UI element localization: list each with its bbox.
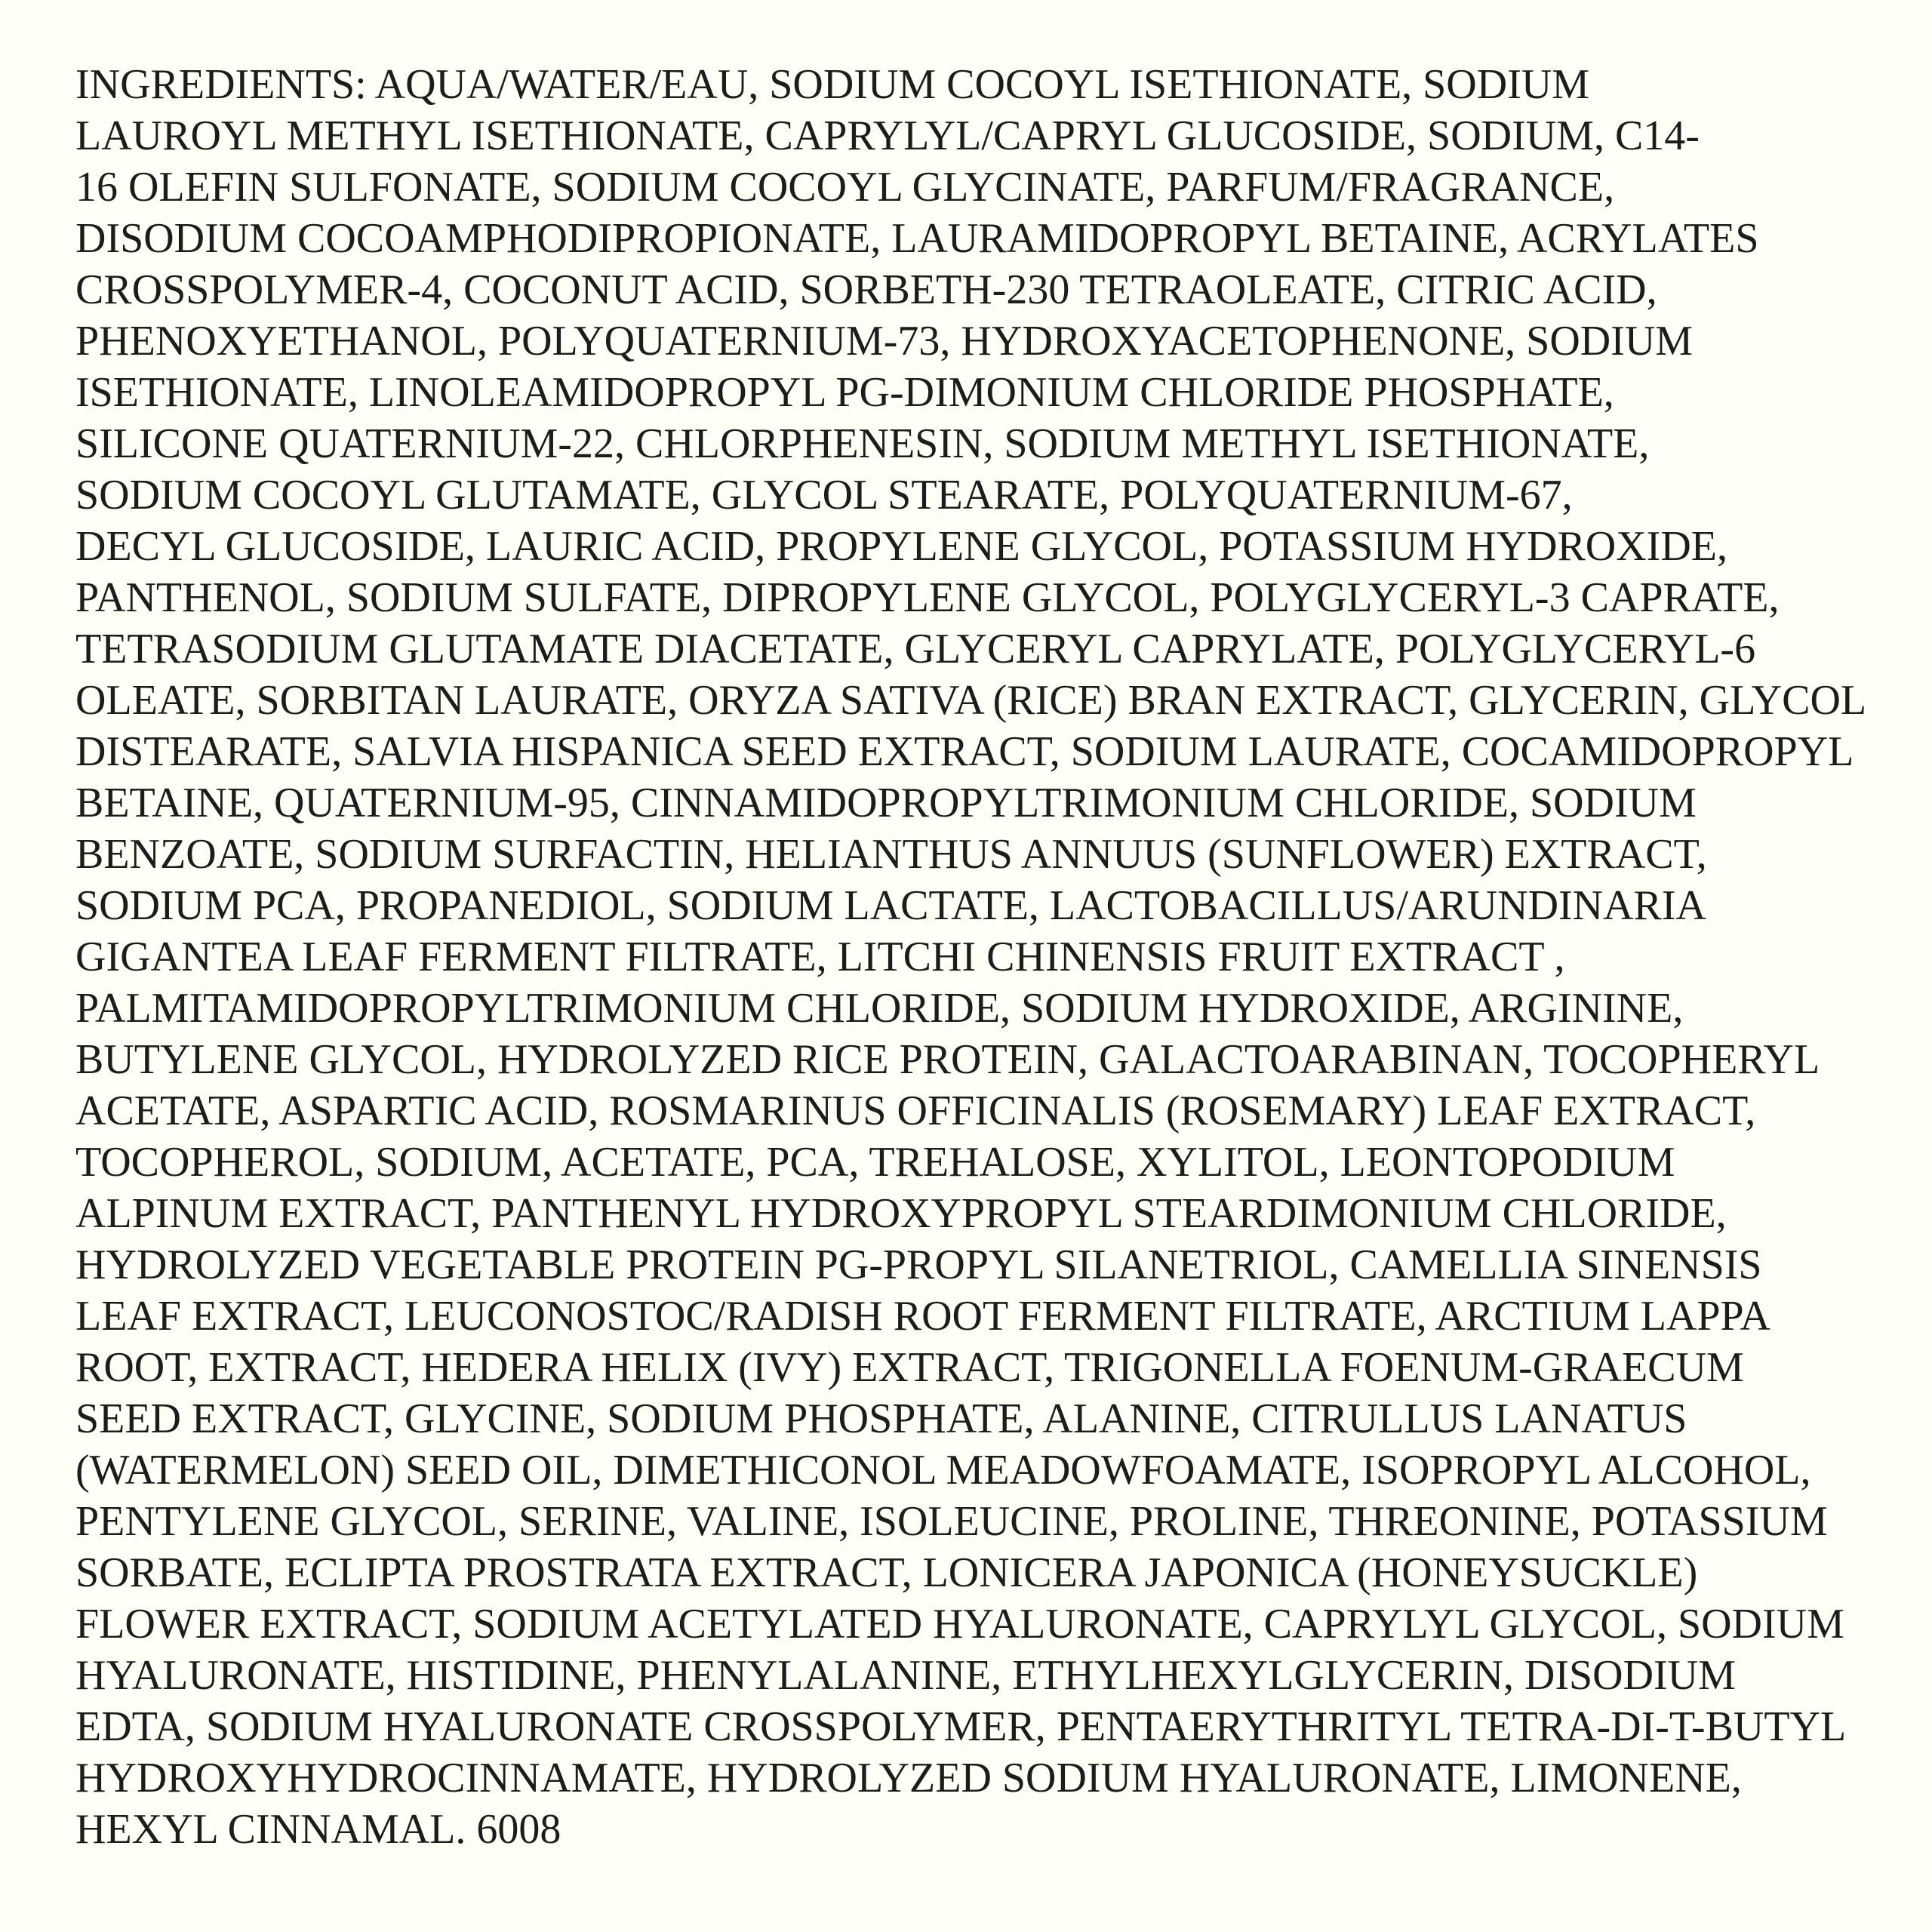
ingredients-line: PALMITAMIDOPROPYLTRIMONIUM CHLORIDE, SODIUM HYDROXIDE, ARGININE, <box>75 985 1684 1032</box>
ingredients-line: LAUROYL METHYL ISETHIONATE, CAPRYLYL/CAPRYL GLUCOSIDE, SODIUM, C14- <box>75 112 1700 159</box>
ingredients-line: (WATERMELON) SEED OIL, DIMETHICONOL MEADOWFOAMATE, ISOPROPYL ALCOHOL, <box>75 1447 1811 1494</box>
ingredients-line: ISETHIONATE, LINOLEAMIDOPROPYL PG-DIMONIUM CHLORIDE PHOSPHATE, <box>75 369 1614 416</box>
ingredients-line: DISTEARATE, SALVIA HISPANICA SEED EXTRACT, SODIUM LAURATE, COCAMIDOPROPYL <box>75 728 1854 775</box>
ingredients-line: ALPINUM EXTRACT, PANTHENYL HYDROXYPROPYL STEARDIMONIUM CHLORIDE, <box>75 1190 1727 1237</box>
ingredients-list <box>75 59 1902 1855</box>
ingredients-line: SILICONE QUATERNIUM-22, CHLORPHENESIN, SODIUM METHYL ISETHIONATE, <box>75 420 1650 467</box>
ingredients-line: FLOWER EXTRACT, SODIUM ACETYLATED HYALURONATE, CAPRYLYL GLYCOL, SODIUM <box>75 1601 1844 1647</box>
ingredients-line: GIGANTEA LEAF FERMENT FILTRATE, LITCHI CHINENSIS FRUIT EXTRACT , <box>75 934 1565 980</box>
ingredients-line: SORBATE, ECLIPTA PROSTRATA EXTRACT, LONICERA JAPONICA (HONEYSUCKLE) <box>75 1549 1698 1596</box>
ingredients-line: SODIUM COCOYL GLUTAMATE, GLYCOL STEARATE, POLYQUATERNIUM-67, <box>75 472 1573 518</box>
ingredients-line: PHENOXYETHANOL, POLYQUATERNIUM-73, HYDROXYACETOPHENONE, SODIUM <box>75 318 1694 365</box>
ingredients-line: PENTYLENE GLYCOL, SERINE, VALINE, ISOLEUCINE, PROLINE, THREONINE, POTASSIUM <box>75 1498 1828 1545</box>
ingredients-line: BETAINE, QUATERNIUM-95, CINNAMIDOPROPYLTRIMONIUM CHLORIDE, SODIUM <box>75 780 1697 826</box>
ingredients-line: DECYL GLUCOSIDE, LAURIC ACID, PROPYLENE GLYCOL, POTASSIUM HYDROXIDE, <box>75 523 1727 570</box>
ingredients-line: BENZOATE, SODIUM SURFACTIN, HELIANTHUS ANNUUS (SUNFLOWER) EXTRACT, <box>75 831 1707 878</box>
ingredients-line: HEXYL CINNAMAL. 6008 <box>75 1806 561 1853</box>
ingredients-line: HYDROXYHYDROCINNAMATE, HYDROLYZED SODIUM HYALURONATE, LIMONENE, <box>75 1755 1742 1801</box>
ingredients-line: BUTYLENE GLYCOL, HYDROLYZED RICE PROTEIN, GALACTOARABINAN, TOCOPHERYL <box>75 1036 1820 1083</box>
ingredients-line: TOCOPHEROL, SODIUM, ACETATE, PCA, TREHALOSE, XYLITOL, LEONTOPODIUM <box>75 1139 1675 1186</box>
ingredients-line: ACETATE, ASPARTIC ACID, ROSMARINUS OFFICINALIS (ROSEMARY) LEAF EXTRACT, <box>75 1088 1756 1134</box>
ingredients-line: LEAF EXTRACT, LEUCONOSTOC/RADISH ROOT FERMENT FILTRATE, ARCTIUM LAPPA <box>75 1293 1770 1340</box>
ingredients-line: HYDROLYZED VEGETABLE PROTEIN PG-PROPYL SILANETRIOL, CAMELLIA SINENSIS <box>75 1241 1762 1288</box>
ingredients-line: ROOT, EXTRACT, HEDERA HELIX (IVY) EXTRACT, TRIGONELLA FOENUM-GRAECUM <box>75 1344 1744 1391</box>
ingredients-line: SODIUM PCA, PROPANEDIOL, SODIUM LACTATE, LACTOBACILLUS/ARUNDINARIA <box>75 882 1706 929</box>
ingredients-line: HYALURONATE, HISTIDINE, PHENYLALANINE, ETHYLHEXYLGLYCERIN, DISODIUM <box>75 1652 1736 1699</box>
ingredients-line: DISODIUM COCOAMPHODIPROPIONATE, LAURAMIDOPROPYL BETAINE, ACRYLATES <box>75 215 1759 262</box>
ingredients-line: OLEATE, SORBITAN LAURATE, ORYZA SATIVA (RICE) BRAN EXTRACT, GLYCERIN, GLYCOL <box>75 677 1867 724</box>
ingredients-line: 16 OLEFIN SULFONATE, SODIUM COCOYL GLYCINATE, PARFUM/FRAGRANCE, <box>75 164 1615 211</box>
ingredients-line: SEED EXTRACT, GLYCINE, SODIUM PHOSPHATE, ALANINE, CITRULLUS LANATUS <box>75 1395 1687 1442</box>
ingredients-line: INGREDIENTS: AQUA/WATER/EAU, SODIUM COCOYL ISETHIONATE, SODIUM <box>75 61 1590 108</box>
ingredients-line: PANTHENOL, SODIUM SULFATE, DIPROPYLENE GLYCOL, POLYGLYCERYL-3 CAPRATE, <box>75 574 1780 621</box>
ingredients-line: TETRASODIUM GLUTAMATE DIACETATE, GLYCERYL CAPRYLATE, POLYGLYCERYL-6 <box>75 626 1756 672</box>
ingredients-line: EDTA, SODIUM HYALURONATE CROSSPOLYMER, PENTAERYTHRITYL TETRA-DI-T-BUTYL <box>75 1703 1847 1750</box>
ingredients-line: CROSSPOLYMER-4, COCONUT ACID, SORBETH-230 TETRAOLEATE, CITRIC ACID, <box>75 266 1657 313</box>
